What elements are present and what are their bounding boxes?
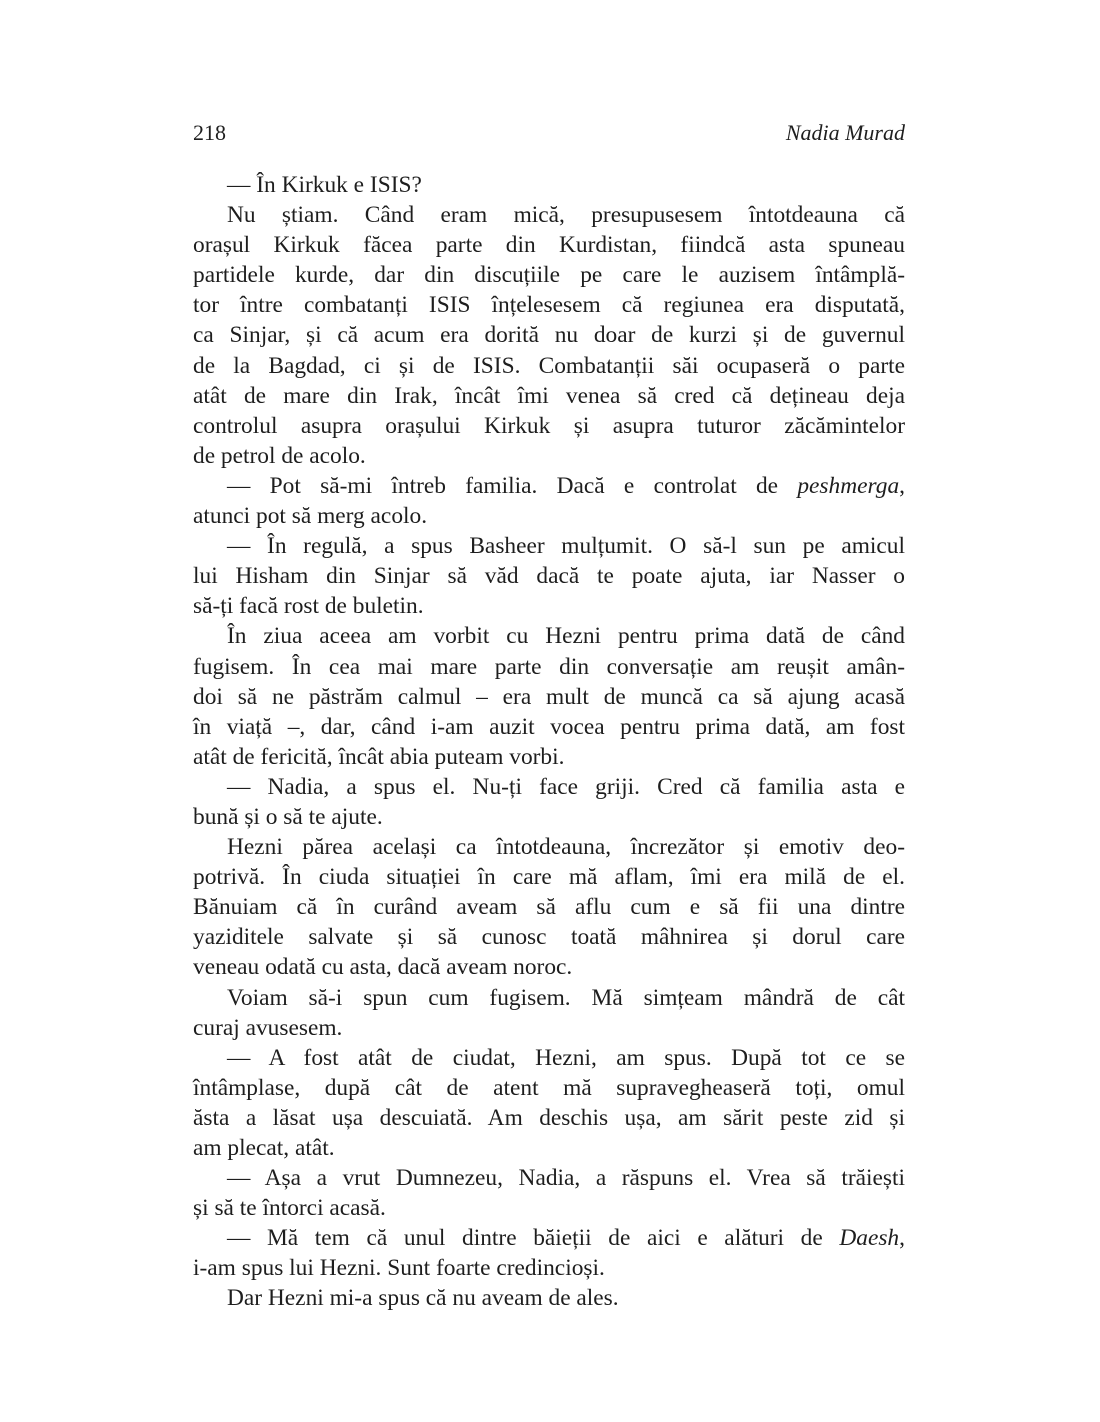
text-line — [193, 561, 905, 591]
text-line-content: Nu știam. Când eram mică, presupusesem întotdeauna că — [227, 202, 905, 229]
text-line-content: Bănuiam că în curând aveam să aflu cum e să fii una dintre — [193, 894, 905, 921]
text-line — [193, 260, 905, 290]
text-line — [193, 1133, 905, 1163]
text-line-content: — În regulă, a spus Basheer mulțumit. O să-l sun pe amicul — [227, 533, 905, 560]
text-line-content: controlul asupra orașului Kirkuk și asupra tuturor zăcămintelor — [193, 412, 905, 439]
text-line-content: curaj avusesem. — [193, 1014, 343, 1041]
text-line — [193, 742, 905, 772]
text-line — [193, 682, 905, 712]
text-line-content: fugisem. În cea mai mare parte din conversație am reușit amân- — [193, 653, 905, 680]
text-line-content: potrivă. În ciuda situației în care mă aflam, îmi era milă de el. — [193, 864, 905, 891]
text-line — [193, 802, 905, 832]
text-line — [193, 1193, 905, 1223]
text-line-content: în viață –, dar, când i-am auzit vocea pentru prima dată, am fost — [193, 713, 905, 740]
text-line-content: Voiam să-i spun cum fugisem. Mă simțeam mândră de cât — [227, 984, 905, 1011]
text-line — [193, 501, 905, 531]
text-line — [193, 621, 905, 651]
punctuation: , — [899, 1225, 905, 1252]
text-line-content: — A fost atât de ciudat, Hezni, am spus. După tot ce se — [227, 1044, 905, 1071]
text-line-content: de petrol de acolo. — [193, 442, 366, 469]
text-line-content: am plecat, atât. — [193, 1135, 335, 1161]
text-line — [193, 922, 905, 952]
text-line — [193, 1283, 905, 1313]
text-line — [193, 320, 905, 350]
text-line-content: yaziditele salvate și să cunosc toată mâhnirea și dorul care — [193, 924, 905, 951]
text-line — [193, 1163, 905, 1193]
body-text — [193, 170, 905, 1314]
text-line-content: și să te întorci acasă. — [193, 1195, 386, 1222]
text-line — [193, 652, 905, 682]
text-line-content: — Nadia, a spus el. Nu-ți face griji. Cred că familia asta e — [227, 773, 905, 800]
running-head-author: Nadia Murad — [785, 120, 905, 145]
italic-term: peshmerga — [797, 472, 900, 499]
text-line — [193, 170, 905, 200]
text-line — [193, 1253, 905, 1283]
text-line-content: ca Sinjar, și că acum era dorită nu doar de kurzi și de guvernul — [193, 322, 905, 349]
text-line — [193, 1013, 905, 1043]
text-line — [193, 531, 905, 561]
text-line-content: — Așa a vrut Dumnezeu, Nadia, a răspuns el. Vrea să trăiești — [227, 1165, 905, 1192]
text-line — [193, 471, 905, 501]
text-line-content: partidele kurde, dar din discuțiile pe care le auzisem întâmplă- — [193, 262, 905, 289]
italic-term: Daesh — [839, 1225, 900, 1252]
text-line — [193, 411, 905, 441]
text-line — [193, 441, 905, 471]
text-line-content: de la Bagdad, ci și de ISIS. Combatanții săi ocupaseră o parte — [193, 352, 905, 379]
text-line — [193, 1103, 905, 1133]
text-line-content: — În Kirkuk e ISIS? — [227, 172, 422, 198]
text-line — [193, 712, 905, 742]
text-line — [193, 952, 905, 982]
text-line-content: doi să ne păstrăm calmul – era mult de muncă ca să ajung acasă — [193, 683, 905, 710]
text-line — [193, 381, 905, 411]
page-number: 218 — [193, 120, 226, 145]
text-line-content: orașul Kirkuk făcea parte din Kurdistan, fiindcă asta spuneau — [193, 232, 905, 259]
text-line-content: atât de fericită, încât abia puteam vorbi. — [193, 743, 565, 770]
text-line-content: tor între combatanți ISIS înțelesesem că regiunea era disputată, — [193, 292, 905, 319]
text-line-content: atât de mare din Irak, încât îmi venea să cred că dețineau deja — [193, 382, 905, 409]
text-line-content: lui Hisham din Sinjar să văd dacă te poate ajuta, iar Nasser o — [193, 563, 905, 590]
text-line — [193, 892, 905, 922]
text-line-content: bună și o să te ajute. — [193, 803, 383, 830]
text-line — [193, 351, 905, 381]
text-line-content: veneau odată cu asta, dacă aveam noroc. — [193, 954, 573, 981]
text-line — [193, 983, 905, 1013]
text-line-content: i-am spus lui Hezni. Sunt foarte credincioși. — [193, 1255, 605, 1282]
text-line — [193, 1073, 905, 1103]
text-line — [193, 290, 905, 320]
text-line — [193, 772, 905, 802]
text-line-content: ăsta a lăsat ușa descuiată. Am deschis ușa, am sărit peste zid și — [193, 1104, 905, 1131]
text-line-content: Hezni părea același ca întotdeauna, încrezător și emotiv deo- — [227, 834, 905, 861]
text-line — [193, 832, 905, 862]
text-line-content: să-ți facă rost de buletin. — [193, 593, 424, 620]
text-line — [193, 862, 905, 892]
text-line — [193, 1223, 905, 1253]
punctuation: , — [899, 472, 905, 499]
text-line — [193, 1043, 905, 1073]
text-line-content: — Pot să-mi întreb familia. Dacă e controlat de — [227, 472, 798, 499]
text-line-content: atunci pot să merg acolo. — [193, 503, 428, 530]
text-line — [193, 591, 905, 621]
text-line-content: În ziua aceea am vorbit cu Hezni pentru prima dată de când — [227, 623, 905, 650]
text-line-content: — Mă tem că unul dintre băieții de aici e alături de — [227, 1225, 840, 1252]
text-line — [193, 200, 905, 230]
text-line-content: Dar Hezni mi-a spus că nu aveam de ales. — [227, 1285, 619, 1312]
page-header — [193, 116, 905, 150]
text-line-content: întâmplase, după cât de atent mă supravegheaseră toți, omul — [193, 1074, 905, 1101]
text-line — [193, 230, 905, 260]
